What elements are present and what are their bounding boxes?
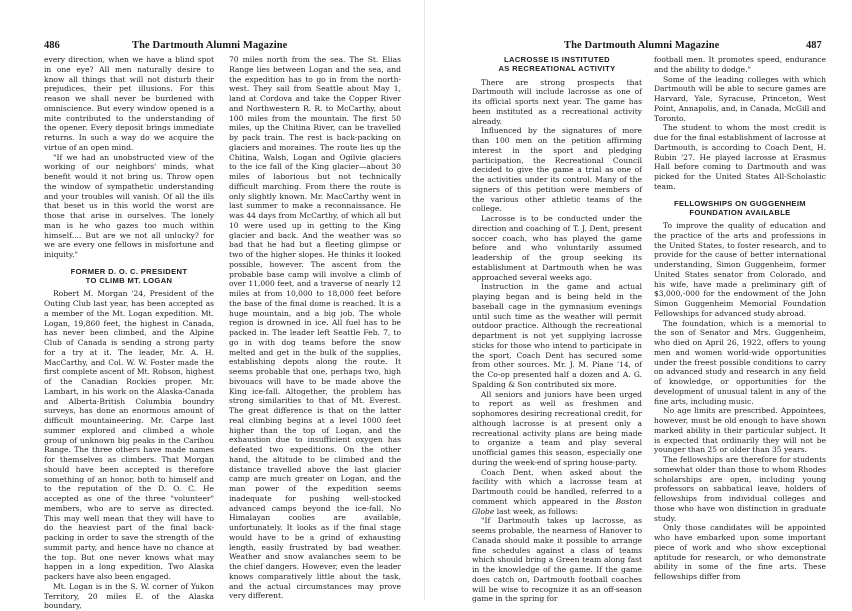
heading-line: TO CLIMB MT. LOGAN	[85, 276, 173, 286]
heading-line: LACROSSE IS INSTITUTED	[503, 55, 610, 64]
running-head: The Dartmouth Alumni Magazine	[132, 40, 288, 51]
paragraph: Influenced by the signatures of more than 100 men on the petition affirming interest in the sport and pledging participation, the Recreational Council decided to give the game a trial as one of the activities under its control. Many of the signers of this petition were members of the various other athletic teams of the college.	[472, 126, 642, 214]
text-run: last week, as follows:	[494, 506, 579, 516]
paragraph: To improve the quality of education and the practice of the arts and professions in the United States, to foster research, and to provide for the cause of better international understanding, Simon Guggenheim, former United States senator from Colorado, and his wife, have made a preliminary gift of $3,000,-000 for the endowment of the John Simon Guggenheim Memorial Foundation Fellowships for advanced study abroad.	[654, 221, 826, 318]
right-page	[432, 0, 852, 604]
paragraph: every direction, when we have a blind spot in one eye? All men naturally desire to know all things that will not disturb their prejudices, their pet illusions. For this reason we shall never be burdened with omniscience. But every window opened is a mite contributed to the understanding of the opener. Every deposit brings immediate returns. In such a way do we acquire the virtue of an open mind.	[44, 55, 214, 152]
paragraph: Some of the leading colleges with which Dartmouth will be able to secure games are Harvard, Yale, Syracuse, Princeton, West Point, Annapolis, and, in Canada, McGill and Toronto.	[654, 74, 826, 123]
paragraph: 70 miles north from the sea. The St. Elias Range lies between Logan and the sea, and the expedition has to go in from the north-west. They sail from Seattle about May 1, land at Cordova and take the Copper River and Northwestern R. R. to McCarthy, about 100 miles from the mountain. The first 50 miles, up the Chitina River, can be travelled by pack train. The rest is back-packing on glaciers and moraines. The route lies up the Chitina, Walsh, Logan and Ogilvie glaciers to the ice fall of the King glacier—about 30 miles of laborious but not technically difficult marching. From there the route is only slightly known. Mr. MacCarthy went in last summer to make a reconnaissance. He was 44 days from McCarthy, of which all but 10 were used up in getting to the King glacier and back. And the weather was so bad that he had but a fleeting glimpse or two of the higher slopes. He thinks it looked possible, however. The ascent from the probable base camp will involve a climb of over 11,000 feet, and a traverse of nearly 12 miles at from 10,000 to 18,000 feet before the base of the final dome is reached. It is a huge mountain, and a big job. The whole region is drowned in ice. All fuel has to be packed in. The leader left Seattle Feb. 7, to go in with dog teams before the snow melted and get in the bulk of the supplies, establishing depots along the route. It seems probable that one, perhaps two, high bivouacs will have to be made above the King ice-fall. Altogether, the problem has strong similarities to that of Mt. Everest. The great difference is that on the latter real climbing begins at a level 1000 feet higher than the top of Logan, and the exhaustion due to insufficient oxygen has defeated two expeditions. On the other hand, the altitude to be climbed and the distance travelled above the last glacier camp are much greater on Logan, and the man power of the expedition seems inadequate for pushing well-stocked advanced camps beyond the ice-fall. No Himalayan coolies are available, unfortunately. It looks as if the final stage would have to be a grind of exhausting length, easily frustrated by bad weather. Weather and snow avalanches seem to be the chief dangers. However, even the leader knows comparatively little about the task, and the actual circumstances may prove very different.	[229, 55, 401, 601]
text-column	[472, 55, 642, 604]
heading-line: FORMER D. O. C. PRESIDENT	[70, 266, 188, 276]
paragraph: Mt. Logan is in the S. W. corner of Yukon Territory, 20 miles E. of the Alaska boundary,	[44, 581, 214, 611]
paragraph: "If Dartmouth takes up lacrosse, as seems probable, the nearness of Hanover to Canada should make it possible to arrange fine schedules against a class of teams which should bring a Green team along fast in the knowledge of the game. If the game does catch on, Dartmouth football coaches will be wise to recognize it as an off-season game in the spring for	[472, 516, 642, 604]
running-head: The Dartmouth Alumni Magazine	[564, 40, 720, 51]
heading-line: FELLOWSHIPS ON GUGGENHEIM	[674, 198, 806, 208]
paragraph: No age limits are prescribed. Appointees, however, must be old enough to have shown marked ability in their particular subject. It is expected that ordinarily they will not be younger than 25 or older than 35 years.	[654, 406, 826, 455]
left-page	[0, 0, 418, 611]
paragraph: The fellowships are therefore for students somewhat older than those to whom Rhodes scholarships are open, including young professors on sabbatical leave, holders of fellowships from individual colleges and those who have won distinction in graduate study.	[654, 455, 826, 523]
article-heading	[654, 199, 826, 218]
paragraph	[472, 468, 642, 517]
page-number: 487	[806, 40, 822, 51]
paragraph: Instruction in the game and actual playing began and is being held in the baseball cage in the gymnasium evenings until such time as the weather will permit outdoor practice. Although the recreational department is not yet supplying lacrosse sticks for those who intend to participate in the sport, Coach Dent has secured some from other sources. Mr. J. M. Piane '14, of the Co-op presented half a dozen and A. G. Spalding & Son contributed six more.	[472, 282, 642, 389]
article-heading	[44, 267, 214, 286]
paragraph: Lacrosse is to be conducted under the direction and coaching of T. J. Dent, present soccer coach, who has played the game before and who voluntarily assumed leadership of the group seeking its establishment at Dartmouth when he was approached several weeks ago.	[472, 214, 642, 282]
paragraph: There are strong prospects that Dartmouth will include lacrosse as one of its official sports next year. The game has been instituted as a recreational activity already.	[472, 77, 642, 126]
paragraph: football men. It promotes speed, endurance and the ability to dodge."	[654, 55, 826, 74]
newspaper-title: Boston Globe	[472, 496, 642, 516]
text-column	[44, 55, 214, 611]
paragraph: "If we had an unobstructed view of the working of our neighbors' minds, what benefit would it not bring us. Throw open the window of sympathetic understanding and your troubles will vanish. Of all the ills that beset us in this world the worst are those that arise in ourselves. The lonely man is he who gazes too much within himself.... But are we not all unlucky? for we are every one fellows in misfortune and iniquity."	[44, 152, 214, 259]
paragraph: The foundation, which is a memorial to the son of Senator and Mrs. Guggenheim, who died on April 26, 1922, offers to young men and women world-wide opportunities under the freest possible conditions to carry on advanced study and research in any field of knowledge, or opportunities for the development of unusual talent in any of the fine arts, including music.	[654, 318, 826, 406]
text-run: Coach Dent, when asked about the facility with which a lacrosse team at Dartmouth could be handled, referred to a comment which appeared in the	[472, 467, 642, 506]
text-column	[654, 55, 826, 595]
paragraph: Robert M. Morgan '24, President of the Outing Club last year, has been accepted as a member of the Mt. Logan expedition. Mt. Logan, 19,860 feet, the highest in Canada, has never been climbed, and the Alpine Club of Canada is sending a strong party for a try at it. The leader, Mr. A. H. MacCarthy, and Col. W. W. Foster made the first complete ascent of Mt. Robson, highest of the Canadian Rockies proper. Mr. Lambart, in his work on the Alaska-Canada and Alberta-British Columbia boundry surveys, has done an enormous amount of difficult mountaineering. Mr. Carpe last summer explored and climbed a whole group of unknown big peaks in the Caribou Range. The three others have made names for themselves as climbers. That Morgan should have been accepted is therefore something of an honor, both to himself and to the reputation of the D. O. C. He accepted as one of the three "volunteer" members, who are to serve as directed. This may well mean that they will have to do the heaviest part of the final back-packing in order to save the strength of the summit party, and hence have no chance at the top. But one never knows what may happen in a long expedition. Two Alaska packers have also been engaged.	[44, 289, 214, 582]
article-heading	[472, 55, 642, 74]
heading-line: AS RECREATIONAL ACTIVITY	[498, 64, 616, 74]
paragraph: Only those candidates will be appointed who have embarked upon some important piece of work and who show exceptional aptitude for research, or who demonstrate ability in some of the fine arts. These fellowships differ from	[654, 523, 826, 582]
paragraph: The student to whom the most credit is due for the final establishment of lacrosse at Dartmouth, is according to Coach Dent, H. Rubin '27. He played lacrosse at Erasmus Hall before coming to Dartmouth and was picked for the United States All-Scholastic team.	[654, 123, 826, 191]
heading-line: FOUNDATION AVAILABLE	[689, 207, 791, 217]
page-gutter	[424, 0, 425, 600]
paragraph: All seniors and juniors have been urged to report as well as freshmen and sophomores desiring recreational credit, for although lacrosse is at present only a recreational activity plans are being made to organize a team and play several unofficial games this season, especially one during the week-end of spring house-party.	[472, 389, 642, 467]
page-number: 486	[44, 40, 60, 51]
text-column	[229, 55, 401, 601]
